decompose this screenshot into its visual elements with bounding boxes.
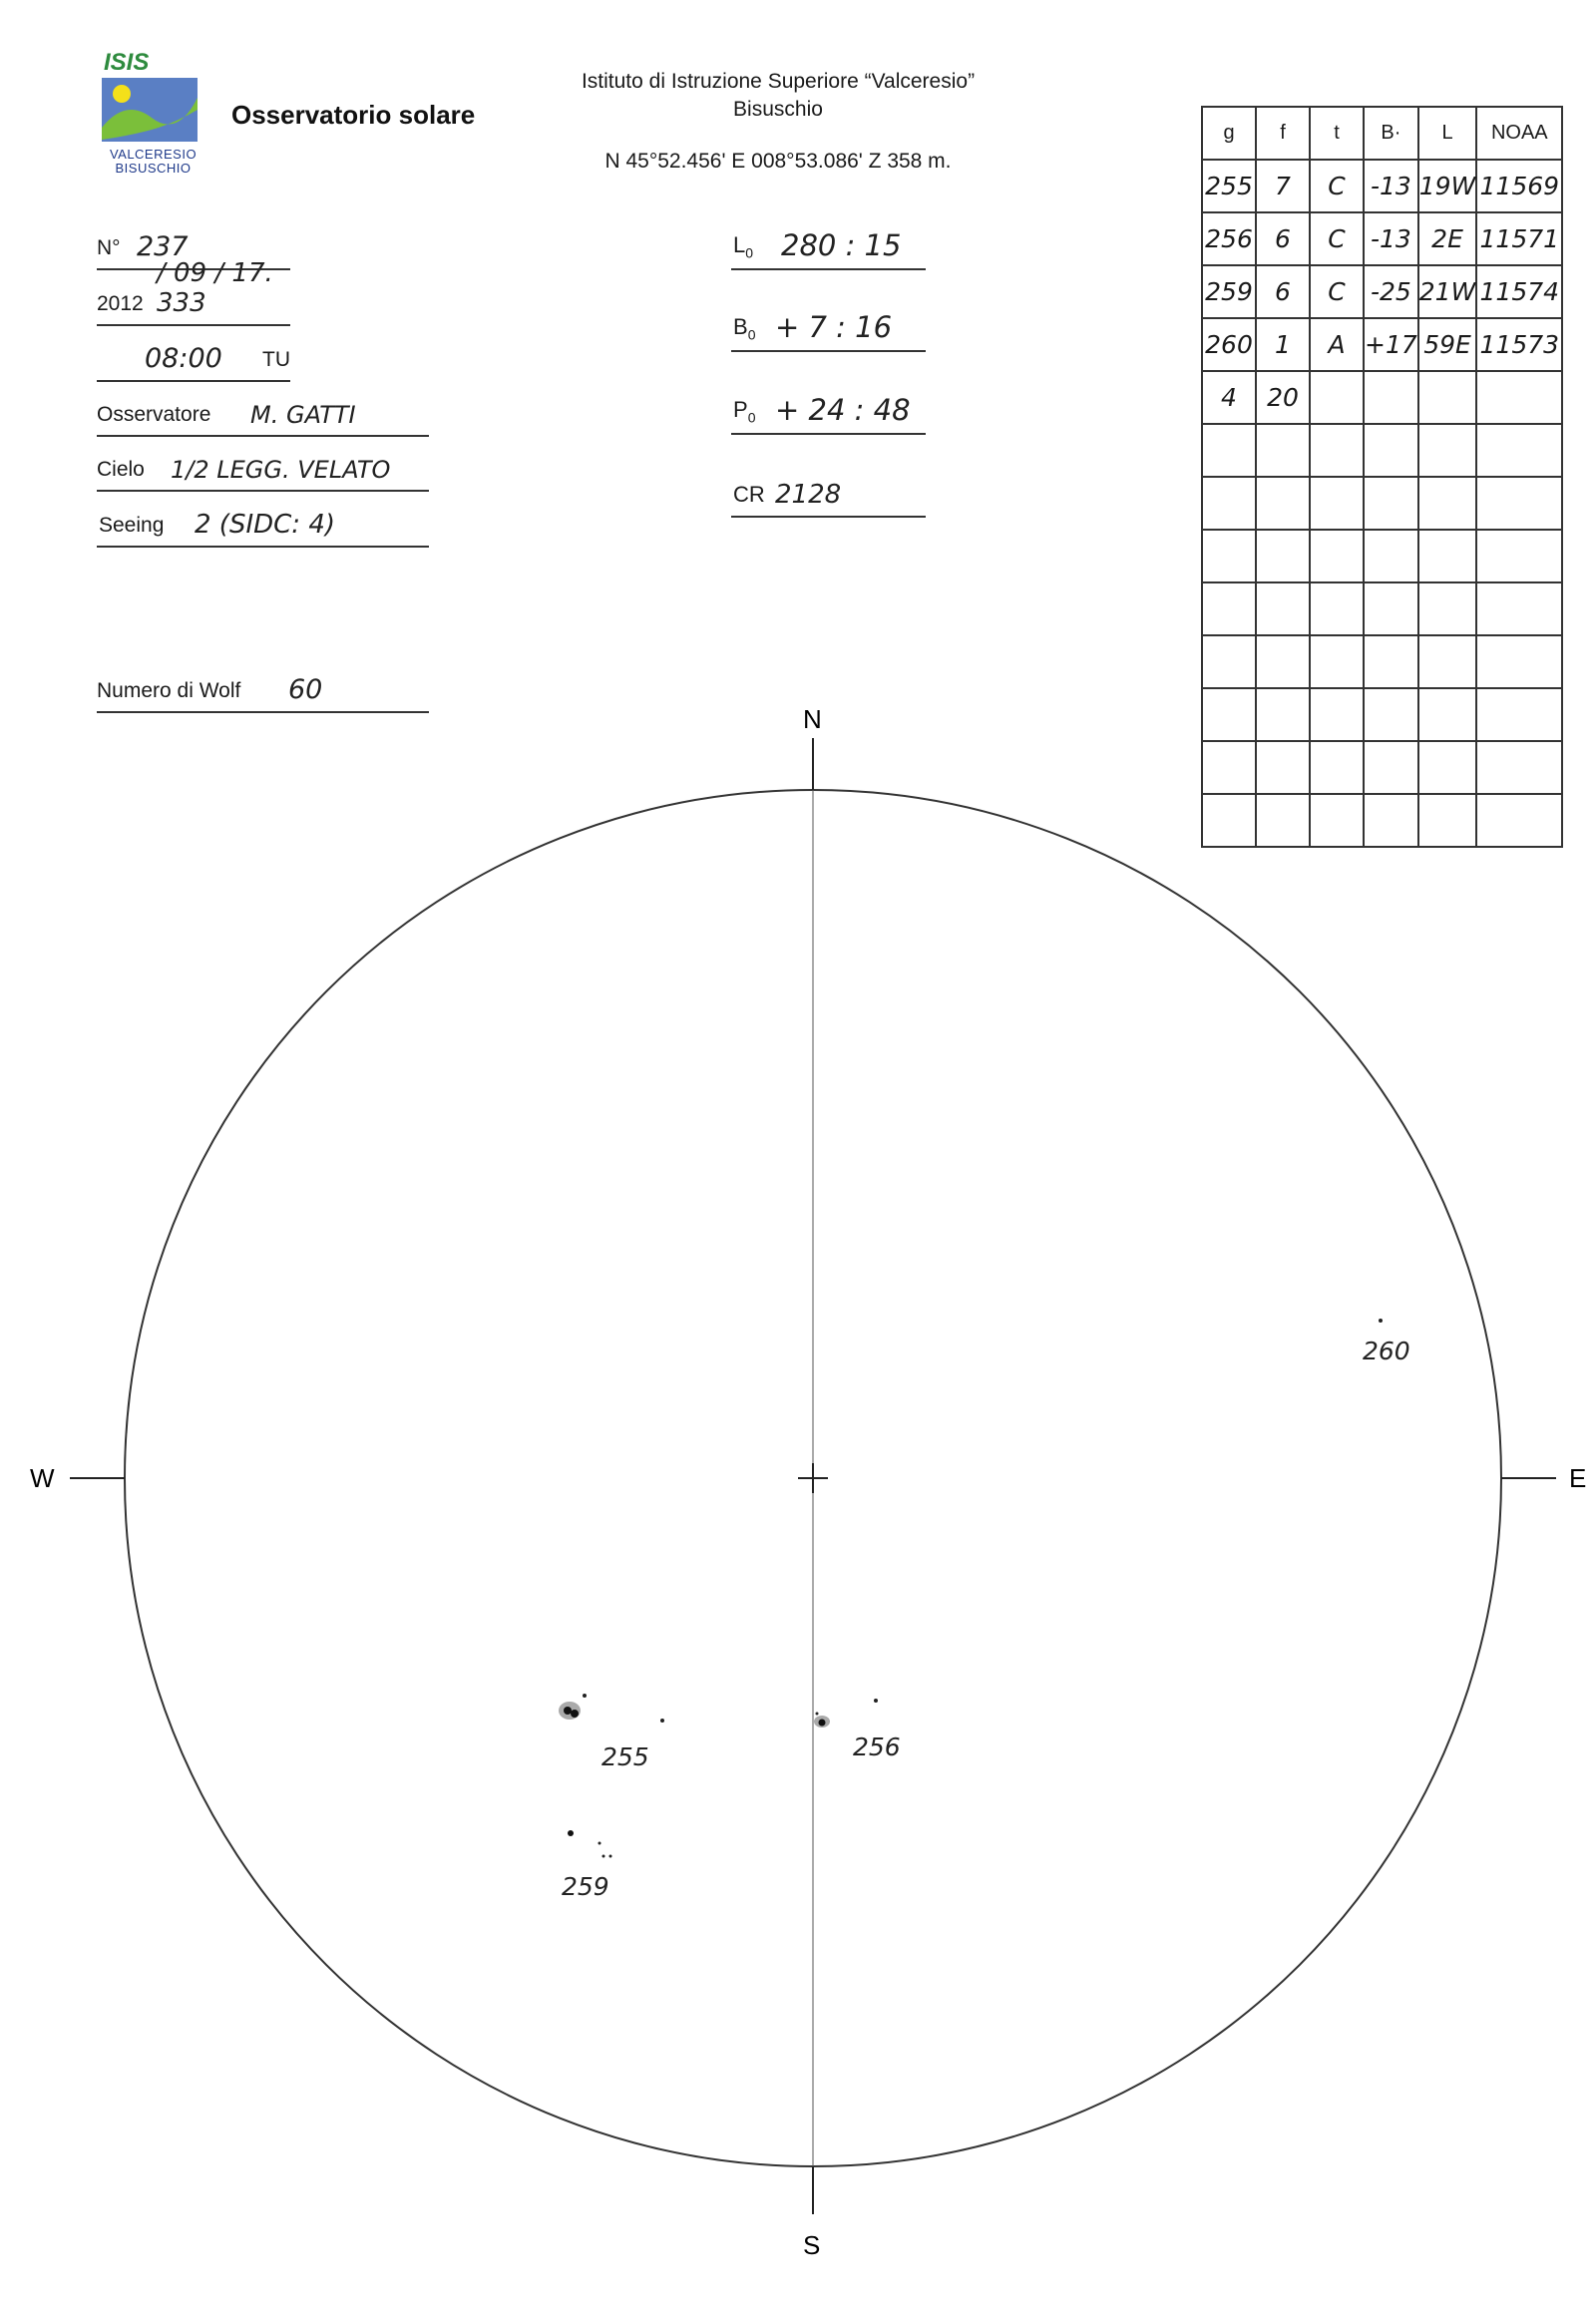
table-cell-noaa: 11571 (1476, 212, 1562, 265)
table-row (1202, 371, 1562, 424)
date-value: / 09 / 17. 333 (157, 258, 273, 318)
carrington-rotation-label: CR (733, 482, 765, 507)
group-259-label: 259 (562, 1872, 609, 1901)
table-cell-spots (1256, 582, 1310, 635)
sunspot-pore (583, 1694, 587, 1698)
table-cell-group (1202, 582, 1256, 635)
table-cell-spots: 6 (1256, 265, 1310, 318)
observer-value: M. GATTI (250, 401, 356, 429)
group-256-label: 256 (853, 1733, 901, 1761)
seeing-label: Seeing (99, 514, 165, 537)
table-row (1202, 530, 1562, 582)
table-cell-longitude (1418, 530, 1477, 582)
ephemeris-p0-value: + 24 : 48 (775, 393, 911, 427)
sunspot-group-255 (559, 1694, 664, 1771)
ephemeris-p0-field (731, 389, 926, 435)
sunspot-pore (660, 1719, 664, 1723)
table-cell-type: C (1310, 265, 1364, 318)
table-cell-spots: 6 (1256, 212, 1310, 265)
sunspot-pore (816, 1713, 819, 1716)
sunspot-group-256 (814, 1699, 901, 1761)
solar-disk-drawing (0, 688, 1596, 2313)
table-cell-longitude (1418, 582, 1477, 635)
sky-field (97, 446, 429, 492)
seeing-value: 2 (SIDC: 4) (195, 510, 336, 540)
logo-wordmark: ISIS (104, 49, 150, 76)
sky-value: 1/2 LEGG. VELATO (171, 456, 391, 484)
table-row (1202, 477, 1562, 530)
table-row (1202, 424, 1562, 477)
date-year: 2012 (97, 292, 144, 315)
table-cell-group (1202, 635, 1256, 688)
column-header-latitude: B· (1364, 107, 1418, 160)
sunspot-umbra (819, 1720, 826, 1727)
table-cell-noaa: 11569 (1476, 160, 1562, 212)
sunspot-group-259 (562, 1830, 612, 1901)
institute-title (519, 68, 1037, 124)
table-cell-spots (1256, 424, 1310, 477)
table-cell-group (1202, 477, 1256, 530)
observer-field (97, 391, 429, 437)
table-cell-longitude: 59E (1418, 318, 1477, 371)
carrington-rotation-field (731, 472, 926, 518)
time-value: 08:00 (145, 343, 222, 374)
carrington-rotation-value: 2128 (775, 480, 842, 510)
compass-south-label: S (803, 2230, 821, 2260)
sunspot-pore (609, 1855, 612, 1858)
table-row (1202, 212, 1562, 265)
column-header-longitude: L (1418, 107, 1477, 160)
school-logo (96, 48, 225, 188)
table-cell-latitude: -25 (1364, 265, 1418, 318)
table-cell-type (1310, 477, 1364, 530)
ephemeris-b0-value: + 7 : 16 (775, 310, 893, 344)
ephemeris-b0-label: $B_0$ (733, 313, 756, 342)
table-row (1202, 318, 1562, 371)
table-cell-group: 256 (1202, 212, 1256, 265)
table-cell-latitude (1364, 635, 1418, 688)
ephemeris-b0-field (731, 306, 926, 352)
table-cell-spots: 7 (1256, 160, 1310, 212)
column-header-spots: f (1256, 107, 1310, 160)
record-number-value: 237 (137, 231, 189, 262)
ephemeris-l0-value: 280 : 15 (781, 228, 902, 262)
table-cell-noaa: 11573 (1476, 318, 1562, 371)
compass-north-label: N (803, 704, 822, 734)
table-cell-latitude (1364, 582, 1418, 635)
sky-label: Cielo (97, 458, 145, 481)
ephemeris-l0-label: $L_0$ (733, 231, 754, 260)
compass-east-label: E (1569, 1463, 1587, 1493)
logo-caption-line2: BISUSCHIO (115, 161, 192, 176)
table-cell-noaa (1476, 424, 1562, 477)
sunspot-pore (598, 1842, 601, 1845)
table-cell-noaa: 11574 (1476, 265, 1562, 318)
logo-caption (96, 148, 210, 176)
date-field (97, 258, 290, 326)
table-cell-spots: 1 (1256, 318, 1310, 371)
table-cell-noaa (1476, 530, 1562, 582)
table-cell-longitude: 21W (1418, 265, 1477, 318)
sunspot-umbra (571, 1710, 579, 1718)
table-cell-latitude: -13 (1364, 212, 1418, 265)
table-cell-longitude (1418, 424, 1477, 477)
table-cell-group: 259 (1202, 265, 1256, 318)
institute-town: Bisuschio (733, 98, 823, 121)
sunspot-pore (568, 1830, 574, 1836)
wolf-number-label: Numero di Wolf (97, 679, 241, 702)
ephemeris-l0-field (731, 224, 926, 270)
table-cell-type (1310, 635, 1364, 688)
sunspot-umbra (564, 1707, 572, 1715)
table-cell-latitude: -13 (1364, 160, 1418, 212)
seeing-field (97, 502, 429, 548)
table-cell-type: C (1310, 212, 1364, 265)
observer-label: Osservatore (97, 403, 211, 426)
table-cell-group (1202, 424, 1256, 477)
table-cell-longitude: 2E (1418, 212, 1477, 265)
table-cell-type: C (1310, 160, 1364, 212)
table-cell-type (1310, 424, 1364, 477)
column-header-noaa: NOAA (1476, 107, 1562, 160)
table-row (1202, 160, 1562, 212)
time-field (97, 336, 290, 382)
sunspot-group-260 (1363, 1319, 1410, 1365)
wolf-number-value: 60 (288, 674, 323, 705)
table-cell-latitude (1364, 530, 1418, 582)
table-cell-spots: 20 (1256, 371, 1310, 424)
table-row (1202, 635, 1562, 688)
table-cell-group (1202, 530, 1256, 582)
table-cell-group: 260 (1202, 318, 1256, 371)
table-cell-type (1310, 371, 1364, 424)
logo-caption-line1: VALCERESIO (109, 147, 198, 162)
table-cell-latitude: +17 (1364, 318, 1418, 371)
table-cell-latitude (1364, 371, 1418, 424)
compass-west-label: W (30, 1463, 55, 1493)
table-cell-group: 255 (1202, 160, 1256, 212)
table-cell-type (1310, 582, 1364, 635)
table-cell-type (1310, 530, 1364, 582)
table-cell-spots (1256, 477, 1310, 530)
table-cell-spots (1256, 635, 1310, 688)
table-cell-latitude (1364, 477, 1418, 530)
table-cell-type: A (1310, 318, 1364, 371)
sunspot-pore (874, 1699, 878, 1703)
table-cell-longitude (1418, 477, 1477, 530)
table-cell-noaa (1476, 582, 1562, 635)
ephemeris-p0-label: $P_0$ (733, 396, 756, 425)
table-cell-group: 4 (1202, 371, 1256, 424)
table-cell-noaa (1476, 371, 1562, 424)
time-zone-label: TU (262, 348, 290, 371)
table-cell-longitude: 19W (1418, 160, 1477, 212)
table-row (1202, 265, 1562, 318)
institute-name: Istituto di Istruzione Superiore “Valceresio” (581, 70, 976, 93)
column-header-group: g (1202, 107, 1256, 160)
logo-mark-icon (96, 48, 205, 148)
column-header-type: t (1310, 107, 1364, 160)
observatory-title: Osservatorio solare (231, 100, 476, 130)
table-cell-longitude (1418, 635, 1477, 688)
table-header-row (1202, 107, 1562, 160)
table-cell-longitude (1418, 371, 1477, 424)
table-cell-noaa (1476, 635, 1562, 688)
site-coordinates: N 45°52.456' E 008°53.086' Z 358 m. (604, 150, 952, 173)
group-255-label: 255 (601, 1742, 649, 1771)
table-cell-spots (1256, 530, 1310, 582)
record-number-label: N° (97, 236, 121, 259)
table-row (1202, 582, 1562, 635)
group-260-label: 260 (1363, 1337, 1410, 1365)
table-cell-latitude (1364, 424, 1418, 477)
table-cell-noaa (1476, 477, 1562, 530)
sunspot-pore (1379, 1319, 1383, 1323)
sunspot-pore (602, 1855, 605, 1858)
